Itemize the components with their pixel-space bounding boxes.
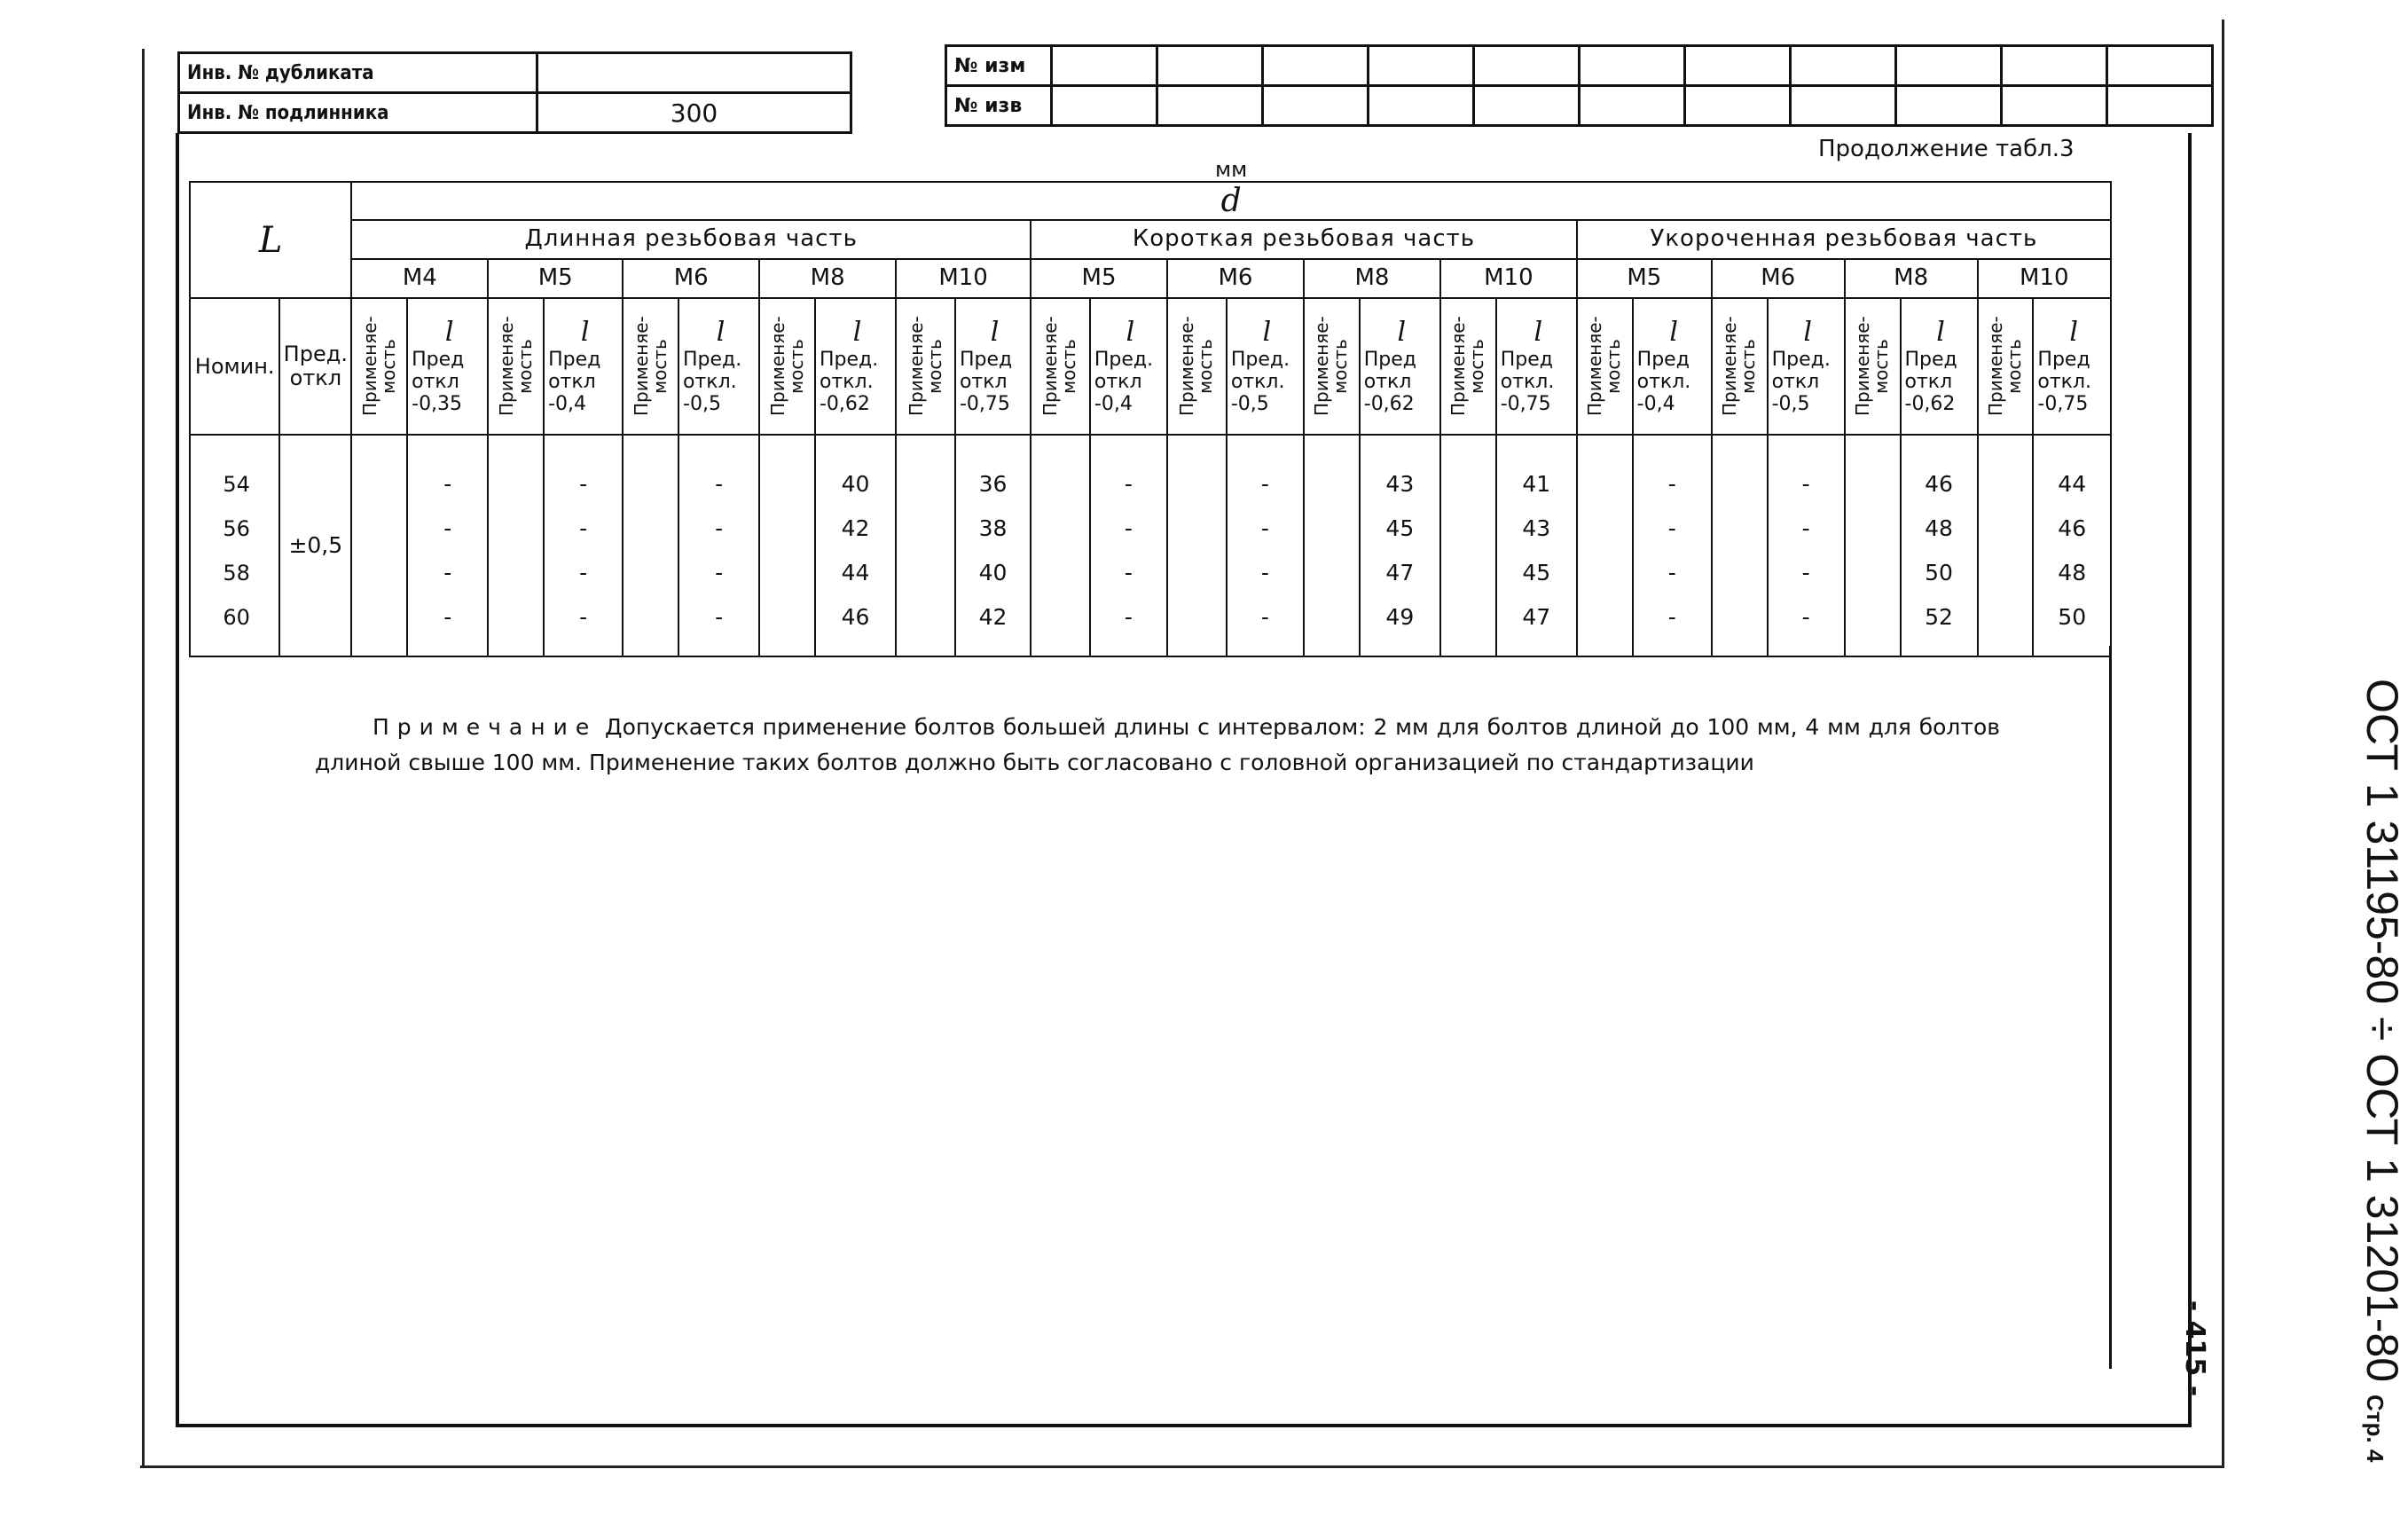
thread-size: М4 [351,259,488,298]
l-symbol: l [1803,317,1812,349]
length-value: 46 [1925,471,1953,498]
note-text: Допускается применение болтов большей длины с интервалом: 2 мм для болтов длиной до 100 мм, 4 мм для болтов длиной свыше 100 мм. Применение таких болтов должно быть согласовано с головной организацией по стандартизации [315,714,2000,775]
length-value: - [579,515,588,542]
length-value: 50 [1925,560,1953,586]
length-value: - [1667,515,1676,542]
length-value: 43 [1522,515,1551,542]
applicability-header [896,298,955,435]
standard-code-text: ОСТ 1 31195-80 ÷ ОСТ 1 31201-80 [2357,679,2407,1383]
length-tolerance-header [2033,298,2111,435]
length-cell [1901,435,1978,656]
tolerance-label: Пред. откл [1094,348,1154,393]
frame-outer-left [142,49,145,1468]
tolerance-value: -0,75 [2037,393,2089,416]
applicability-header [351,298,407,435]
applicability-cell [351,435,407,656]
length-value: 47 [1385,560,1415,586]
length-value: - [443,515,452,542]
stamp-cell [1580,46,1685,86]
thread-size: М6 [1167,259,1304,298]
stamp-cell [1791,86,1896,126]
stamp-cell [1474,86,1580,126]
thread-size: М5 [1577,259,1712,298]
applicability-label: Применяе-мость [1176,317,1217,417]
tolerance-label: Пред откл [959,348,1013,393]
applicability-header [488,298,544,435]
tolerance-label: Пред откл [548,348,601,393]
applicability-header [1031,298,1090,435]
header-L: L [190,182,351,298]
l-symbol: l [444,317,454,349]
l-symbol: l [1669,317,1679,349]
applicability-header [759,298,815,435]
tolerance-value: -0,4 [548,393,587,416]
length-value: - [715,515,724,542]
stamp-cell [1791,46,1896,86]
applicability-cell [1845,435,1901,656]
stamp-cell [2002,46,2107,86]
length-value: 42 [841,515,870,542]
applicability-cell [1978,435,2034,656]
tolerance-value: -0,75 [959,393,1010,416]
length-tolerance-header [1901,298,1978,435]
applicability-label: Применяе-мость [766,317,807,417]
length-cell [955,435,1031,656]
length-value: 52 [1925,604,1953,631]
nominal-header: Номин. [190,298,279,435]
header-d: d [351,182,2111,220]
tolerance-value: -0,5 [1771,393,1810,416]
tolerance-label: Пред откл [412,348,465,393]
tolerance-label: Пред. откл. [683,348,742,393]
standard-code [2337,679,2408,1463]
side-rule [2109,646,2112,1369]
length-cell [1768,435,1845,656]
length-value: - [1124,515,1133,542]
length-tolerance-header [1227,298,1304,435]
length-value: - [1801,560,1810,586]
length-value: - [443,560,452,586]
length-cell [2033,435,2111,656]
tolerance-label: Пред откл [1904,348,1957,393]
thread-size: М5 [1031,259,1167,298]
duplicate-value [537,53,851,93]
stamp-cell [1263,86,1369,126]
length-value: - [1124,471,1133,498]
length-value: - [1124,604,1133,631]
frame-outer-right [2222,20,2224,1465]
length-value: 45 [1522,560,1551,586]
duplicate-label: Инв. № дубликата [179,53,537,93]
tolerance-value: -0,62 [819,393,870,416]
stamp-cell [1685,46,1791,86]
applicability-label: Применяе-мость [1447,317,1488,417]
tolerance-label: Пред откл. [1500,348,1555,393]
inventory-stamp [177,51,852,134]
length-value: - [715,560,724,586]
stamp-cell [1474,46,1580,86]
length-cell [1633,435,1712,656]
l-symbol: l [580,317,590,349]
group-long: Длинная резьбовая часть [351,220,1031,259]
length-tolerance-header [544,298,623,435]
stamp-cell [1369,86,1474,126]
stamp-cell [2002,86,2107,126]
length-cell [815,435,896,656]
tolerance-value: -0,35 [412,393,463,416]
length-value: 45 [1385,515,1415,542]
deviation-value: ±0,5 [279,435,351,656]
thread-size: М10 [1978,259,2111,298]
tolerance-value: -0,4 [1636,393,1675,416]
applicability-cell [1712,435,1768,656]
length-value: 40 [978,560,1008,586]
length-tolerance-header [407,298,488,435]
stamp-cell [1896,86,2002,126]
length-value: 41 [1522,471,1551,498]
tolerance-value: -0,5 [1230,393,1269,416]
thread-size: М8 [1845,259,1978,298]
length-value: - [1124,560,1133,586]
tolerance-value: -0,75 [1500,393,1551,416]
length-value: 49 [1385,604,1415,631]
applicability-cell [623,435,678,656]
length-tolerance-header [1090,298,1167,435]
length-value: - [579,560,588,586]
length-value: - [443,604,452,631]
length-value: - [1667,560,1676,586]
unit-label: мм [1215,157,1248,182]
length-value: - [715,604,724,631]
length-value: - [1260,515,1269,542]
l-symbol: l [1936,317,1945,349]
applicability-cell [759,435,815,656]
length-cell [678,435,759,656]
length-value: 40 [841,471,870,498]
applicability-label: Применяе-мость [1039,317,1080,417]
length-tolerance-header [678,298,759,435]
applicability-label: Применяе-мость [905,317,945,417]
notice-label: № изв [946,86,1052,126]
frame-outer-bottom [140,1465,2224,1468]
length-value: 48 [2058,560,2087,586]
length-value: - [443,471,452,498]
stamp-cell [1685,86,1791,126]
length-value: 43 [1385,471,1415,498]
nominal-length: 58 [223,561,250,586]
thread-size: М10 [896,259,1031,298]
nominal-length: 56 [223,516,250,542]
length-value: 44 [841,560,870,586]
thread-size: М6 [623,259,759,298]
length-value: 48 [1925,515,1953,542]
original-value: 300 [537,93,851,133]
page-ref: Стр. 4 [2362,1394,2388,1463]
length-cell [407,435,488,656]
thread-size: М6 [1712,259,1845,298]
length-value: 46 [2058,515,2087,542]
stamp-cell [1157,46,1263,86]
page-number: - 415 - [2179,1300,2210,1397]
note-lead: Примечание [373,714,598,740]
stamp-cell [2107,86,2213,126]
group-short: Короткая резьбовая часть [1031,220,1577,259]
applicability-cell [1304,435,1360,656]
original-label: Инв. № подлинника [179,93,537,133]
l-symbol: l [1262,317,1272,349]
stamp-cell [1896,46,2002,86]
stamp-cell [1580,86,1685,126]
applicability-label: Применяе-мость [495,317,536,417]
length-tolerance-header [815,298,896,435]
tolerance-label: Пред. откл. [1230,348,1290,393]
l-symbol: l [1533,317,1543,349]
applicability-cell [1440,435,1496,656]
applicability-cell [488,435,544,656]
tolerance-label: Пред откл. [2037,348,2092,393]
length-cell [1496,435,1577,656]
length-tolerance-header [1360,298,1440,435]
applicability-label: Применяе-мость [1719,317,1760,417]
l-symbol: l [1126,317,1135,349]
length-value: 50 [2058,604,2087,631]
group-shortened: Укороченная резьбовая часть [1577,220,2111,259]
length-value: - [715,471,724,498]
thread-size: М8 [1304,259,1440,298]
bolt-length-table [189,181,2112,657]
applicability-label: Применяе-мость [1852,317,1893,417]
l-symbol: l [852,317,862,349]
applicability-label: Применяе-мость [1985,317,2025,417]
applicability-header [1845,298,1901,435]
nominal-length: 60 [223,605,250,631]
length-value: - [1801,604,1810,631]
length-value: 38 [978,515,1008,542]
tolerance-value: -0,62 [1363,393,1415,416]
length-cell [544,435,623,656]
applicability-label: Применяе-мость [1584,317,1625,417]
stamp-cell [1052,86,1157,126]
length-value: - [1801,515,1810,542]
nominal-length: 54 [223,472,250,498]
length-value: 44 [2058,471,2087,498]
length-tolerance-header [1496,298,1577,435]
tolerance-value: -0,4 [1094,393,1133,416]
tolerance-label: Пред откл. [1636,348,1691,393]
applicability-header [1978,298,2034,435]
revision-stamp [945,44,2214,127]
applicability-cell [1167,435,1227,656]
change-label: № изм [946,46,1052,86]
length-value: - [579,604,588,631]
note [315,710,2000,781]
nominal-values [190,435,279,656]
applicability-header [1712,298,1768,435]
tolerance-value: -0,62 [1904,393,1956,416]
stamp-cell [1369,46,1474,86]
l-symbol: l [2069,317,2078,349]
tolerance-label: Пред откл [1363,348,1417,393]
applicability-cell [1577,435,1633,656]
length-value: - [1260,604,1269,631]
stamp-cell [2107,46,2213,86]
applicability-cell [896,435,955,656]
length-value: 47 [1522,604,1551,631]
applicability-label: Применяе-мость [1311,317,1352,417]
applicability-label: Применяе-мость [358,317,399,417]
length-value: - [1260,471,1269,498]
tolerance-label: Пред. откл. [819,348,879,393]
length-value: - [1667,604,1676,631]
length-value: - [1667,471,1676,498]
length-cell [1227,435,1304,656]
l-symbol: l [990,317,1000,349]
stamp-cell [1157,86,1263,126]
table-continuation: Продолжение табл.3 [1818,136,2075,162]
length-value: 36 [978,471,1008,498]
applicability-header [1167,298,1227,435]
thread-size: М8 [759,259,896,298]
applicability-header [1304,298,1360,435]
length-value: 46 [841,604,870,631]
length-value: - [579,471,588,498]
length-cell [1360,435,1440,656]
stamp-cell [1052,46,1157,86]
thread-size: М10 [1440,259,1577,298]
applicability-header [1577,298,1633,435]
length-tolerance-header [955,298,1031,435]
length-cell [1090,435,1167,656]
applicability-header [1440,298,1496,435]
thread-size: М5 [488,259,623,298]
tolerance-value: -0,5 [683,393,721,416]
length-value: - [1801,471,1810,498]
length-value: 42 [978,604,1008,631]
length-value: - [1260,560,1269,586]
l-symbol: l [716,317,726,349]
applicability-header [623,298,678,435]
l-symbol: l [1397,317,1407,349]
deviation-header: Пред. откл [279,298,351,435]
applicability-cell [1031,435,1090,656]
tolerance-label: Пред. откл [1771,348,1831,393]
stamp-cell [1263,46,1369,86]
applicability-label: Применяе-мость [630,317,671,417]
length-tolerance-header [1633,298,1712,435]
length-tolerance-header [1768,298,1845,435]
